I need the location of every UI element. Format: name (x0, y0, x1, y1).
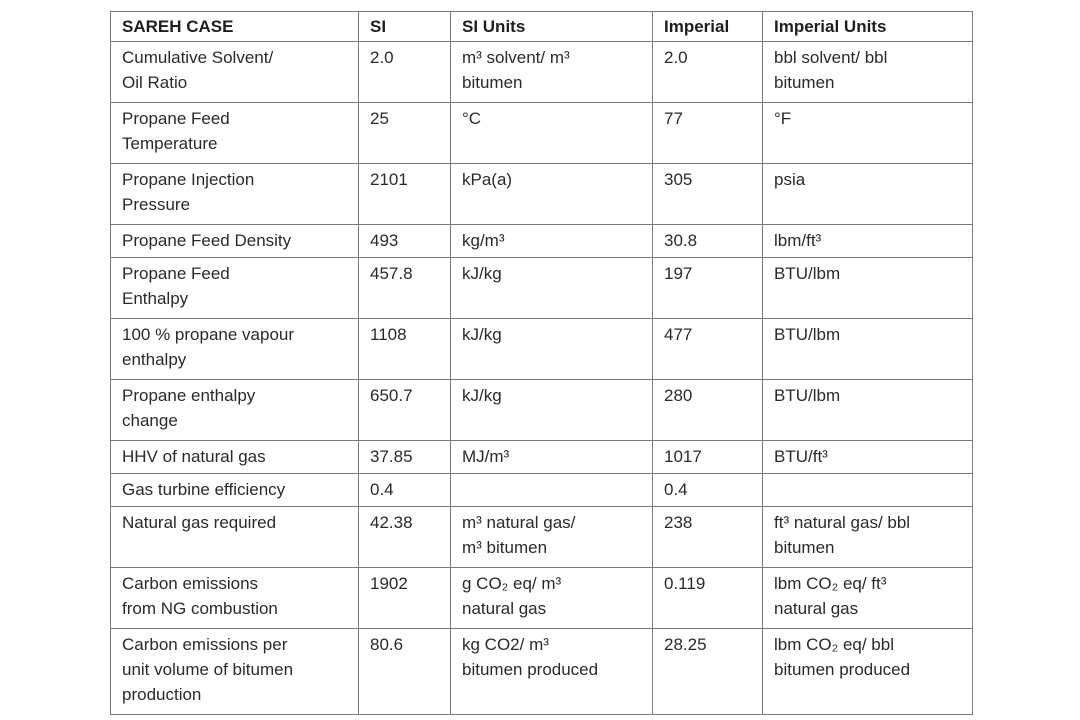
si-units-cell (451, 319, 653, 380)
parameter-cell (111, 507, 359, 568)
imperial-units-cell (763, 507, 973, 568)
imperial-value-cell (653, 380, 763, 441)
cell-text-line: Carbon emissions (122, 574, 259, 593)
cell-text-line: 77 (664, 109, 683, 128)
cell-text-line: natural gas (774, 599, 859, 618)
si-value-cell (359, 42, 451, 103)
parameter-cell (111, 164, 359, 225)
si-value-cell (359, 629, 451, 715)
cell-text-line: Pressure (122, 195, 191, 214)
cell-text-line: kg/m³ (462, 231, 505, 250)
cell-text-line: BTU/lbm (774, 325, 841, 344)
si-units-cell (451, 164, 653, 225)
parameter-cell (111, 225, 359, 258)
cell-text-line: 305 (664, 170, 693, 189)
parameter-cell (111, 568, 359, 629)
si-value-cell (359, 225, 451, 258)
header-cell: Imperial Units (763, 12, 973, 42)
cell-text-line: 238 (664, 513, 693, 532)
cell-text-line: 30.8 (664, 231, 698, 250)
cell-text-line: °F (774, 109, 792, 128)
cell-text-line: 0.4 (664, 480, 688, 499)
cell-text-line: change (122, 411, 178, 430)
cell-text-line: BTU/lbm (774, 264, 841, 283)
cell-text-line: BTU/lbm (774, 386, 841, 405)
cell-text-line: BTU/ft³ (774, 447, 828, 466)
imperial-value-cell (653, 629, 763, 715)
cell-text-line: 1108 (370, 325, 407, 344)
imperial-units-cell (763, 319, 973, 380)
cell-text-line: Natural gas required (122, 513, 277, 532)
si-units-cell (451, 103, 653, 164)
cell-text-line: bitumen produced (774, 660, 911, 679)
si-units-cell (451, 225, 653, 258)
cell-text-line: kJ/kg (462, 325, 502, 344)
parameter-cell (111, 629, 359, 715)
imperial-units-cell (763, 568, 973, 629)
imperial-value-cell (653, 164, 763, 225)
cell-text-line: Oil Ratio (122, 73, 188, 92)
header-cell: SAREH CASE (111, 12, 359, 42)
cell-text-line: HHV of natural gas (122, 447, 266, 466)
cell-text-line: bitumen produced (462, 660, 599, 679)
cell-text-line: 280 (664, 386, 693, 405)
imperial-value-cell (653, 507, 763, 568)
cell-text-line: Propane enthalpy (122, 386, 256, 405)
cell-text-line: m³ bitumen (462, 538, 548, 557)
cell-text-line: Cumulative Solvent/ (122, 48, 274, 67)
cell-text-line: 0.119 (664, 574, 706, 593)
cell-text-line: Temperature (122, 134, 218, 153)
cell-text-line: Carbon emissions per (122, 635, 288, 654)
imperial-units-cell (763, 380, 973, 441)
cell-text-line: 477 (664, 325, 693, 344)
imperial-value-cell (653, 319, 763, 380)
cell-text-line: m³ solvent/ m³ (462, 48, 570, 67)
parameter-cell (111, 474, 359, 507)
cell-text-line: bitumen (774, 538, 835, 557)
cell-text-line: bitumen (774, 73, 835, 92)
cell-text-line: Propane Feed Density (122, 231, 292, 250)
cell-text-line: unit volume of bitumen (122, 660, 294, 679)
cell-text-line: enthalpy (122, 350, 187, 369)
cell-text-line: lbm CO₂ eq/ bbl (774, 635, 894, 654)
parameter-cell (111, 319, 359, 380)
table-row (111, 319, 973, 380)
si-value-cell (359, 164, 451, 225)
cell-text-line: production (122, 685, 202, 704)
imperial-units-cell (763, 474, 973, 507)
table-row (111, 507, 973, 568)
table-row (111, 164, 973, 225)
cell-text-line: 42.38 (370, 513, 413, 532)
si-units-cell (451, 568, 653, 629)
cell-text-line: 0.4 (370, 480, 394, 499)
cell-text-line: Gas turbine efficiency (122, 480, 286, 499)
cell-text-line: m³ natural gas/ (462, 513, 576, 532)
cell-text-line: 197 (664, 264, 693, 283)
si-value-cell (359, 258, 451, 319)
cell-text-line: bbl solvent/ bbl (774, 48, 888, 67)
imperial-value-cell (653, 568, 763, 629)
cell-text-line: 100 % propane vapour (122, 325, 295, 344)
cell-text-line: 650.7 (370, 386, 413, 405)
header-cell: SI (359, 12, 451, 42)
table-row (111, 42, 973, 103)
cell-text-line: 1902 (370, 574, 408, 593)
header-cell: Imperial (653, 12, 763, 42)
cell-text-line: kJ/kg (462, 386, 502, 405)
si-units-cell (451, 474, 653, 507)
cell-text-line: from NG combustion (122, 599, 278, 618)
cell-text-line: 2.0 (664, 48, 688, 67)
header-cell: SI Units (451, 12, 653, 42)
si-units-cell (451, 42, 653, 103)
cell-text-line: psia (774, 170, 806, 189)
cell-text-line: Propane Feed (122, 109, 230, 128)
cell-text-line: g CO₂ eq/ m³ (462, 574, 562, 593)
si-units-cell (451, 258, 653, 319)
imperial-units-cell (763, 225, 973, 258)
parameter-cell (111, 258, 359, 319)
cell-text-line: lbm CO₂ eq/ ft³ (774, 574, 887, 593)
cell-text-line: bitumen (462, 73, 523, 92)
si-value-cell (359, 441, 451, 474)
cell-text-line: 2.0 (370, 48, 394, 67)
cell-text-line: Propane Injection (122, 170, 255, 189)
table-row (111, 568, 973, 629)
si-units-cell (451, 441, 653, 474)
cell-text-line: kg CO2/ m³ (462, 635, 549, 654)
data-table-container (110, 11, 972, 715)
table-row (111, 225, 973, 258)
cell-text-line: 25 (370, 109, 389, 128)
imperial-value-cell (653, 42, 763, 103)
cell-text-line: kPa(a) (462, 170, 513, 189)
table-row (111, 629, 973, 715)
si-value-cell (359, 568, 451, 629)
cell-text-line: Propane Feed (122, 264, 230, 283)
cell-text-line: 1017 (664, 447, 702, 466)
si-value-cell (359, 319, 451, 380)
table-row (111, 441, 973, 474)
parameter-cell (111, 380, 359, 441)
si-value-cell (359, 103, 451, 164)
cell-text-line: lbm/ft³ (774, 231, 822, 250)
cell-text-line: ft³ natural gas/ bbl (774, 513, 911, 532)
table-row (111, 258, 973, 319)
cell-text-line: 28.25 (664, 635, 707, 654)
si-units-cell (451, 629, 653, 715)
sareh-case-table (110, 11, 973, 715)
table-row (111, 103, 973, 164)
imperial-units-cell (763, 42, 973, 103)
cell-text-line: MJ/m³ (462, 447, 510, 466)
cell-text-line: °C (462, 109, 482, 128)
table-row (111, 474, 973, 507)
imperial-units-cell (763, 629, 973, 715)
imperial-units-cell (763, 103, 973, 164)
imperial-value-cell (653, 441, 763, 474)
parameter-cell (111, 103, 359, 164)
imperial-units-cell (763, 441, 973, 474)
si-value-cell (359, 507, 451, 568)
imperial-value-cell (653, 225, 763, 258)
parameter-cell (111, 441, 359, 474)
header-row (111, 12, 973, 42)
cell-text-line: Enthalpy (122, 289, 189, 308)
cell-text-line: 37.85 (370, 447, 413, 466)
parameter-cell (111, 42, 359, 103)
imperial-value-cell (653, 103, 763, 164)
cell-text-line: 80.6 (370, 635, 404, 654)
cell-text-line: 457.8 (370, 264, 413, 283)
cell-text-line: natural gas (462, 599, 547, 618)
si-value-cell (359, 380, 451, 441)
si-units-cell (451, 507, 653, 568)
imperial-value-cell (653, 258, 763, 319)
imperial-units-cell (763, 258, 973, 319)
imperial-value-cell (653, 474, 763, 507)
si-value-cell (359, 474, 451, 507)
si-units-cell (451, 380, 653, 441)
cell-text-line: 493 (370, 231, 399, 250)
table-row (111, 380, 973, 441)
cell-text-line: kJ/kg (462, 264, 502, 283)
cell-text-line: 2101 (370, 170, 408, 189)
imperial-units-cell (763, 164, 973, 225)
